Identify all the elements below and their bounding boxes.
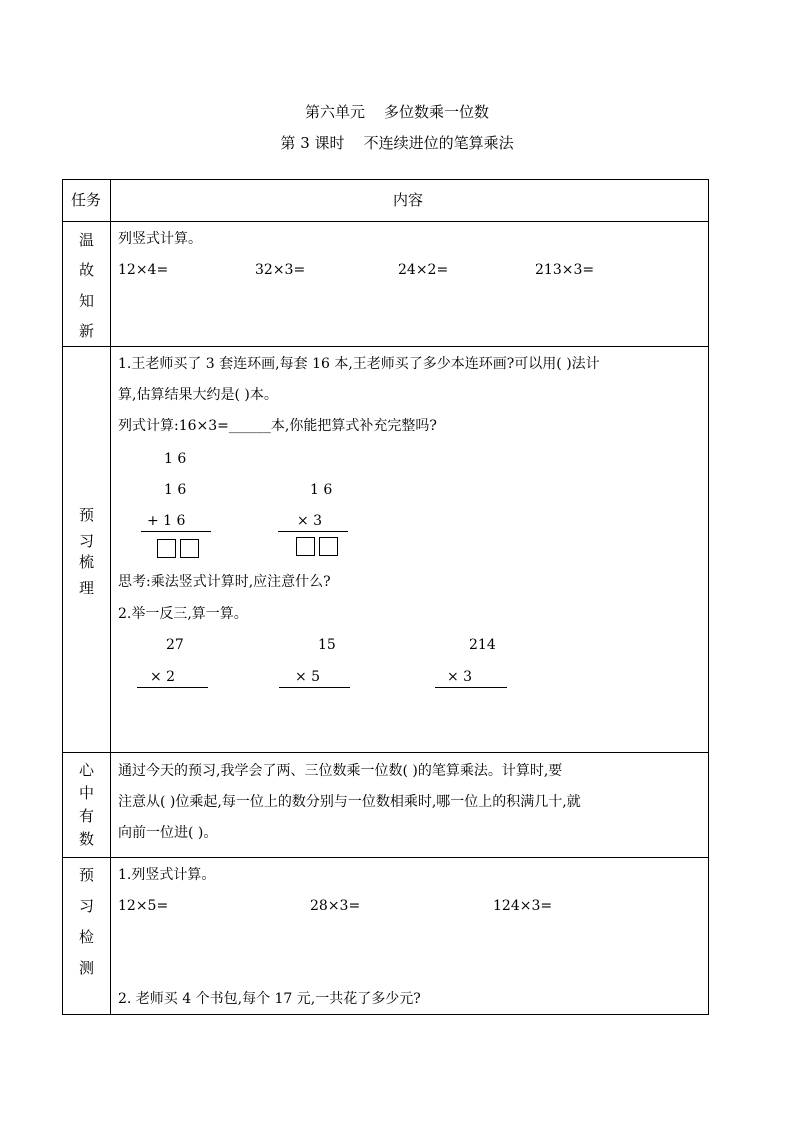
answer-box[interactable]: [180, 539, 199, 558]
multiplier: × 3: [297, 513, 323, 529]
summary-line3: 向前一位进( )。: [118, 825, 218, 841]
review-instruction: 列竖式计算。: [118, 231, 202, 247]
check-problem: 28×3=: [310, 898, 361, 914]
preview-q1-line3: 列式计算:16×3=______本,你能把算式补充完整吗?: [118, 418, 437, 434]
preview-q1-line2: 算,估算结果大约是( )本。: [118, 387, 278, 403]
answer-box[interactable]: [296, 537, 315, 556]
answer-box[interactable]: [157, 539, 176, 558]
summary-line2: 注意从( )位乘起,每一位上的数分别与一位数相乘时,哪一位上的积满几十,就: [118, 794, 581, 810]
summary-line1: 通过今天的预习,我学会了两、三位数乘一位数( )的笔算乘法。计算时,要: [118, 763, 563, 779]
addend: 1 6: [164, 451, 187, 467]
check-q1: 1.列竖式计算。: [118, 867, 216, 883]
multiplicand: 1 6: [310, 482, 333, 498]
review-problem: 12×4=: [118, 262, 169, 278]
answer-box[interactable]: [319, 537, 338, 556]
preview-q2: 2.举一反三,算一算。: [118, 606, 248, 622]
preview-q1-line1: 1.王老师买了 3 套连环画,每套 16 本,王老师买了多少本连环画?可以用( )法计: [118, 356, 600, 372]
check-q2: 2. 老师买 4 个书包,每个 17 元,一共花了多少元?: [118, 991, 421, 1007]
preview-think: 思考:乘法竖式计算时,应注意什么?: [118, 574, 331, 590]
review-problem: 32×3=: [255, 262, 306, 278]
unit-title: 第六单元 多位数乘一位数: [304, 103, 490, 121]
review-problem: 24×2=: [398, 262, 449, 278]
addend: 1 6: [164, 482, 187, 498]
check-problem: 12×5=: [118, 898, 169, 914]
addend: + 1 6: [147, 513, 186, 529]
review-problem: 213×3=: [535, 262, 595, 278]
col-header-task: 任务: [71, 191, 102, 209]
lesson-title: 第 3 课时 不连续进位的笔算乘法: [280, 134, 514, 152]
col-header-content: 内容: [393, 191, 424, 209]
check-problem: 124×3=: [493, 898, 553, 914]
